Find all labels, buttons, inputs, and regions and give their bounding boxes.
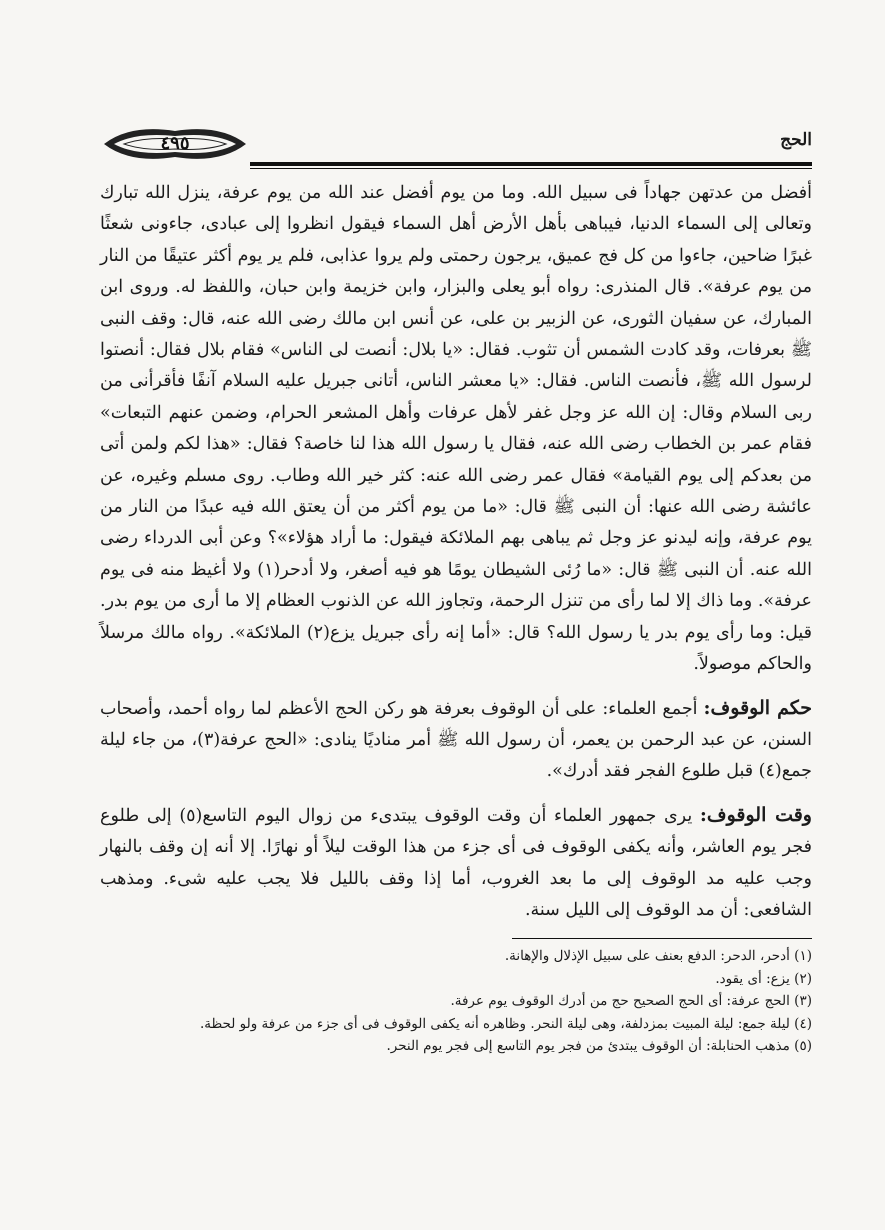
section-time-text: يرى جمهور العلماء أن وقت الوقوف يبتدىء من زوال اليوم التاسع(٥) إلى طلوع فجر يوم العاشر، وأنه يكفى الوقوف فى أى جزء من هذا الوقت ليلاً أو نهارًا. إلا أنه إن وقف بالنهار وجب عليه مد الوقوف إلى ما بعد الغروب، أما إذا وقف بالليل فلا يجب عليه شىء. ومذهب الشافعى: أن مد الوقوف إلى الليل سنة.: [100, 805, 812, 920]
footnote-3: (٣) الحج عرفة: أى الحج الصحيح حج من أدرك الوقوف يوم عرفة.: [450, 993, 812, 1010]
section-ruling-text: أجمع العلماء: على أن الوقوف بعرفة هو ركن الحج الأعظم لما رواه أحمد، وأصحاب السنن، عن عبد الرحمن بن يعمر، أن رسول الله ﷺ أمر مناديًا ينادى: «الحج عرفة(٣)، من جاء ليلة جمع(٤) قبل طلوع الفجر فقد أدرك».: [100, 698, 812, 782]
footnote-1: (١) أدحر، الدحر: الدفع بعنف على سبيل الإذلال والإهانة.: [504, 948, 812, 965]
main-text: [100, 178, 812, 926]
page-number: ٤٩٥: [160, 133, 190, 154]
section-ruling: [100, 693, 812, 788]
running-title: الحج: [780, 130, 812, 150]
page-header: [100, 122, 812, 170]
footnotes: [100, 945, 812, 1058]
section-time: [100, 800, 812, 927]
footnote-5: (٥) مذهب الحنابلة: أن الوقوف يبتدئ من فجر يوم التاسع إلى فجر يوم النحر.: [386, 1038, 812, 1055]
footnote-separator: [512, 938, 812, 939]
header-rule-thin: [250, 168, 812, 169]
section-time-heading: وقت الوقوف:: [699, 803, 812, 826]
book-page: [100, 122, 812, 1162]
paragraph-1: أفضل من عدتهن جهاداً فى سبيل الله. وما من يوم أفضل عند الله من يوم عرفة، ينزل الله تبارك وتعالى إلى السماء الدنيا، فيباهى بأهل الأرض أهل السماء فيقول انظروا إلى عبادى، جاءونى شعثًا غبرًا ضاحين، جاءوا من كل فج عميق، يرجون رحمتى ولم يروا عذابى، فلم ير يوم أكثر عتيقًا من النار من يوم عرفة». قال المنذرى: رواه أبو يعلى والبزار، وابن خزيمة وابن حبان، واللفظ له. وروى ابن المبارك، عن سفيان الثورى، عن الزبير بن على، عن أنس ابن مالك رضى الله عنه، قال: وقف النبى ﷺ بعرفات، وقد كادت الشمس أن تثوب. فقال: «يا بلال: أنصت لى الناس» فقام بلال فقال: أنصتوا لرسول الله ﷺ، فأنصت الناس. فقال: «يا معشر الناس، أتانى جبريل عليه السلام آنفًا فأقرأنى من ربى السلام وقال: إن الله عز وجل غفر لأهل عرفات وأهل المشعر الحرام، وضمن عنهم التبعات» فقام عمر بن الخطاب رضى الله عنه، فقال يا رسول الله هذا لنا خاصة؟ فقال: «هذا لكم ولمن أتى من بعدكم إلى يوم القيامة» فقال عمر رضى الله عنه: كثر خير الله وطاب. روى مسلم وغيره، عن عائشة رضى الله عنها: أن النبى ﷺ قال: «ما من يوم أكثر من أن يعتق الله فيه عبدًا من النار من يوم عرفة، وإنه ليدنو عز وجل ثم يباهى بهم الملائكة فيقول: ما أراد هؤلاء»؟ وعن أبى الدرداء رضى الله عنه. أن النبى ﷺ قال: «ما رُئى الشيطان يومًا هو فيه أصغر، ولا أدحر(١) ولا أغيظ منه فى يوم عرفة». وما ذاك إلا لما رأى من تنزل الرحمة، وتجاوز الله عن الذنوب العظام إلا ما أرى من يوم بدر. قيل: وما رأى يوم بدر يا رسول الله؟ قال: «أما إنه رأى جبريل يزع(٢) الملائكة». رواه مالك مرسلاً والحاكم موصولاً.: [100, 183, 813, 675]
footnote-2: (٢) يزع: أى يقود.: [715, 970, 812, 987]
section-ruling-heading: حكم الوقوف:: [703, 696, 812, 719]
header-rule-thick: [250, 162, 812, 166]
footnote-4: (٤) ليلة جمع: ليلة المبيت بمزدلفة، وهى ليلة النحر. وظاهره أنه يكفى الوقوف فى أى جزء من عرفة ولو لحظة.: [199, 1015, 812, 1032]
